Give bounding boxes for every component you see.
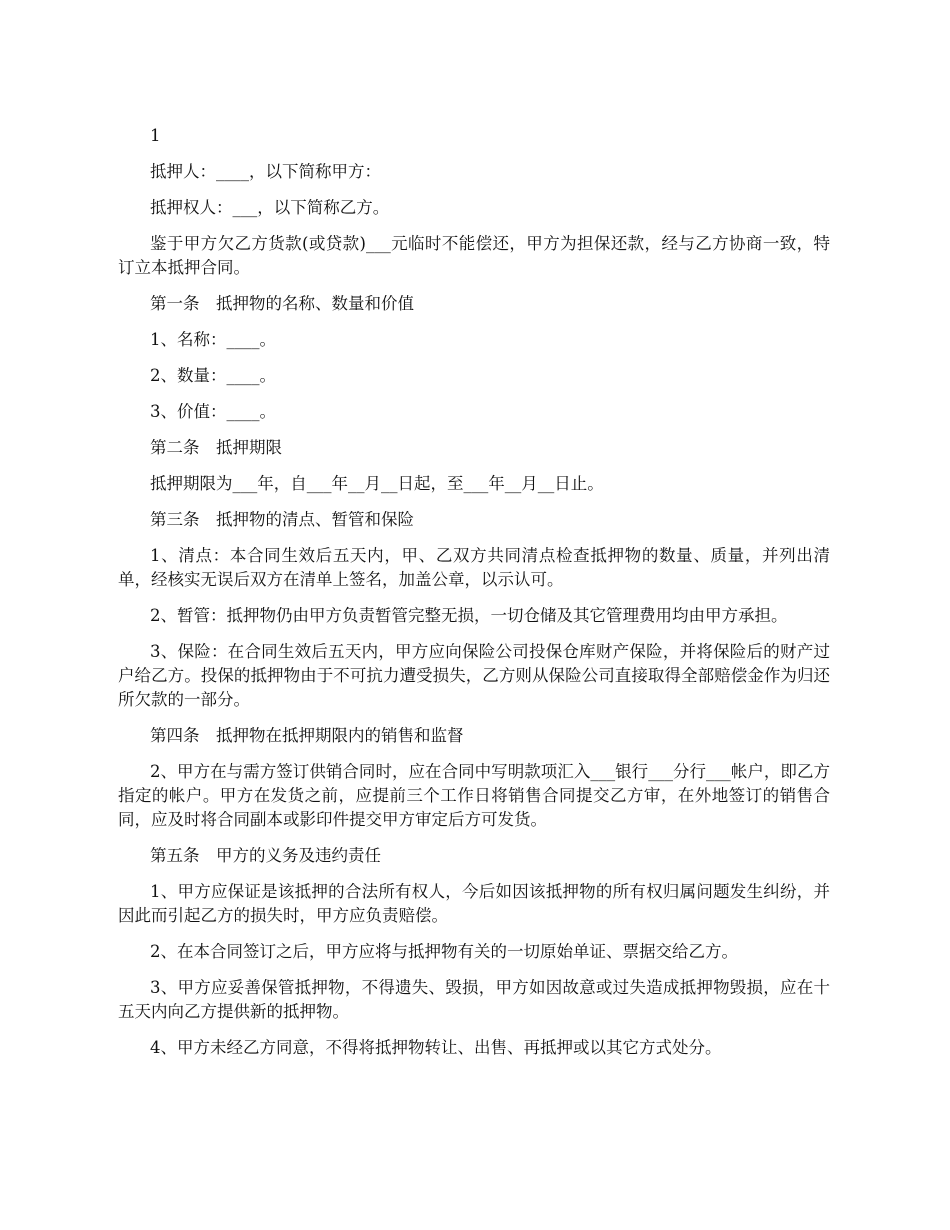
article-4-item-2: 2、甲方在与需方签订供销合同时，应在合同中写明款项汇入___银行___分行___帐户，即乙方指定的帐户。甲方在发货之前，应提前三个工作日将销售合同提交乙方审，在外地签订的销售合同，应及时将合同副本或影印件提交甲方审定后方可发货。 (118, 762, 830, 829)
article-5-item-3: 3、甲方应妥善保管抵押物，不得遗失、毁损，甲方如因故意或过失造成抵押物毁损，应在十五天内向乙方提供新的抵押物。 (118, 978, 830, 1021)
article-5-heading: 第五条 甲方的义务及违约责任 (150, 846, 381, 865)
article-1-item-value: 3、价值：____。 (150, 402, 276, 421)
article-2-heading: 第二条 抵押期限 (150, 438, 282, 457)
article-4-heading: 第四条 抵押物在抵押期限内的销售和监督 (150, 726, 464, 745)
mortgagee-line: 抵押权人：___，以下简称乙方。 (150, 198, 390, 217)
article-5-item-4: 4、甲方未经乙方同意，不得将抵押物转让、出售、再抵押或以其它方式处分。 (150, 1038, 722, 1057)
article-3-item-inventory: 1、清点：本合同生效后五天内，甲、乙双方共同清点检查抵押物的数量、质量，并列出清单，经核实无误后双方在清单上签名，加盖公章，以示认可。 (118, 546, 830, 589)
article-2-term: 抵押期限为___年，自___年__月__日起，至___年__月__日止。 (150, 474, 604, 493)
page-number: 1 (150, 126, 161, 145)
document-body (118, 124, 830, 1072)
article-3-heading: 第三条 抵押物的清点、暂管和保险 (150, 510, 414, 529)
article-1-item-name: 1、名称：____。 (150, 330, 276, 349)
article-1-heading: 第一条 抵押物的名称、数量和价值 (150, 294, 414, 313)
article-1-item-quantity: 2、数量：____。 (150, 366, 276, 385)
preamble-paragraph: 鉴于甲方欠乙方货款(或贷款)___元临时不能偿还，甲方为担保还款，经与乙方协商一致，特订立本抵押合同。 (118, 234, 830, 277)
mortgagor-line: 抵押人：____，以下简称甲方： (150, 162, 381, 181)
article-5-item-1: 1、甲方应保证是该抵押的合法所有权人，今后如因该抵押物的所有权归属问题发生纠纷，并因此而引起乙方的损失时，甲方应负责赔偿。 (118, 882, 830, 925)
article-3-item-custody: 2、暂管：抵押物仍由甲方负责暂管完整无损，一切仓储及其它管理费用均由甲方承担。 (150, 606, 788, 625)
article-3-item-insurance: 3、保险：在合同生效后五天内，甲方应向保险公司投保仓库财产保险，并将保险后的财产过户给乙方。投保的抵押物由于不可抗力遭受损失，乙方则从保险公司直接取得全部赔偿金作为归还所欠款的一部分。 (118, 642, 830, 709)
article-5-item-2: 2、在本合同签订之后，甲方应将与抵押物有关的一切原始单证、票据交给乙方。 (150, 942, 738, 961)
